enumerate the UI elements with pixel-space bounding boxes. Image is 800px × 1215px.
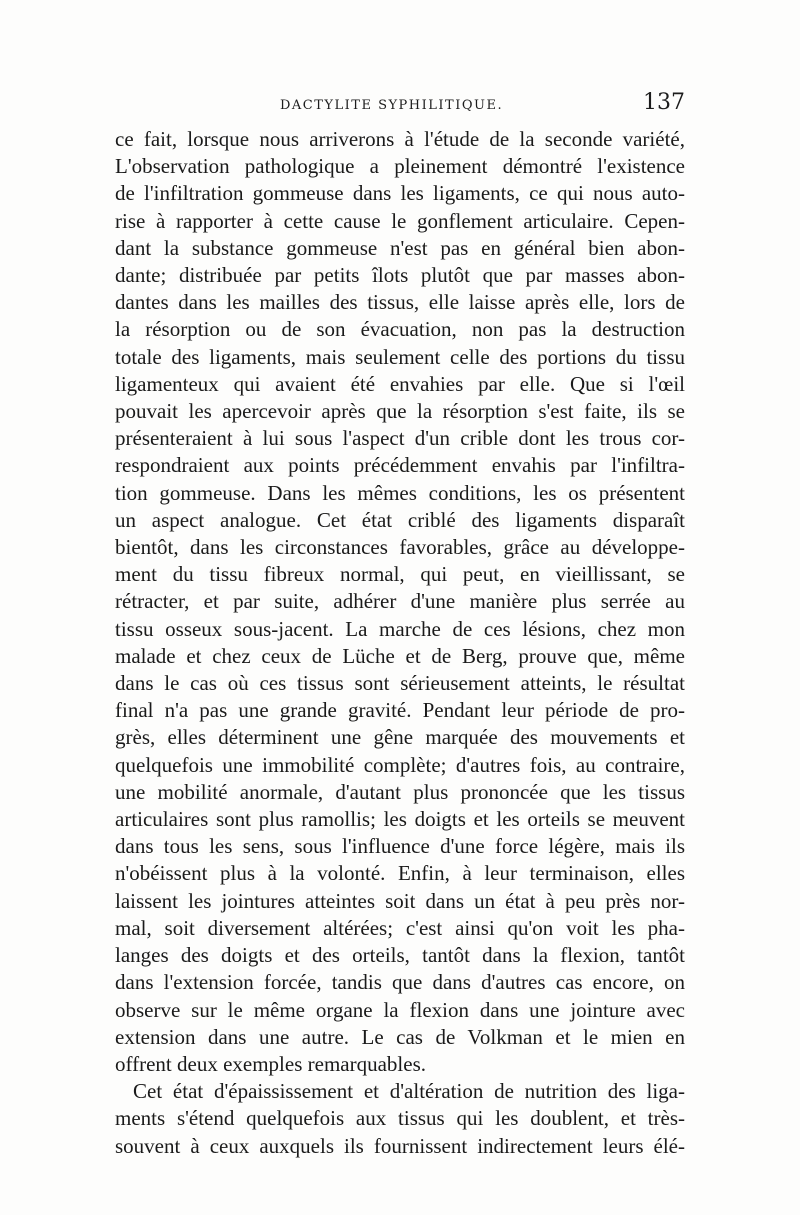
text-line: L'observation pathologique a pleinement démontré l'existence <box>115 154 685 179</box>
text-line: rétracter, et par suite, adhérer d'une manière plus serrée au <box>115 589 685 614</box>
text-line: totale des ligaments, mais seulement celle des portions du tissu <box>115 344 685 369</box>
text-line: dant la substance gommeuse n'est pas en général bien abon- <box>115 235 685 260</box>
text-line: ce fait, lorsque nous arriverons à l'étude de la seconde variété, <box>115 127 685 151</box>
text-line: articulaires sont plus ramollis; les doigts et les orteils se meuvent <box>115 807 685 832</box>
text-line: tissu osseux sous-jacent. La marche de ces lésions, chez mon <box>115 616 685 641</box>
page-number: 137 <box>643 90 685 115</box>
text-line: quelquefois une immobilité complète; d'autres fois, au contraire, <box>115 752 685 777</box>
text-line: mal, soit diversement altérées; c'est ainsi qu'on voit les pha- <box>115 915 685 940</box>
text-line: malade et chez ceux de Lüche et de Berg, prouve que, même <box>115 643 685 668</box>
text-line: dans le cas où ces tissus sont sérieusement atteints, le résultat <box>115 671 685 696</box>
text-line: dans l'extension forcée, tandis que dans d'autres cas encore, on <box>115 970 685 995</box>
text-line: de l'infiltration gommeuse dans les ligaments, ce qui nous auto- <box>115 181 685 206</box>
paragraph-start-line: Cet état d'épaississement et d'altération de nutrition des liga- <box>133 1079 685 1104</box>
text-line: respondraient aux points précédemment envahis par l'infiltra- <box>115 453 685 478</box>
text-line: dante; distribuée par petits îlots plutôt que par masses abon- <box>115 263 685 288</box>
text-line: extension dans une autre. Le cas de Volkman et le mien en <box>115 1024 685 1049</box>
text-line: observe sur le même organe la flexion dans une jointure avec <box>115 997 685 1022</box>
text-line: dantes dans les mailles des tissus, elle laisse après elle, lors de <box>115 290 685 315</box>
text-line: ment du tissu fibreux normal, qui peut, en vieillissant, se <box>115 562 685 587</box>
text-line: n'obéissent plus à la volonté. Enfin, à leur terminaison, elles <box>115 861 685 886</box>
text-line: présenteraient à lui sous l'aspect d'un crible dont les trous cor- <box>115 426 685 451</box>
text-line: un aspect analogue. Cet état criblé des ligaments disparaît <box>115 507 685 532</box>
text-line: langes des doigts et des orteils, tantôt dans la flexion, tantôt <box>115 943 685 968</box>
page-header <box>115 92 685 122</box>
text-line: dans tous les sens, sous l'influence d'une force légère, mais ils <box>115 834 685 859</box>
text-line: bientôt, dans les circonstances favorables, grâce au développe- <box>115 535 685 560</box>
text-line: ments s'étend quelquefois aux tissus qui les doublent, et très- <box>115 1106 685 1131</box>
text-line: ligamenteux qui avaient été envahies par elle. Que si l'œil <box>115 371 685 396</box>
text-line: pouvait les apercevoir après que la résorption s'est faite, ils se <box>115 399 685 424</box>
body-text <box>115 126 685 1160</box>
text-line: laissent les jointures atteintes soit dans un état à peu près nor- <box>115 888 685 913</box>
text-line: souvent à ceux auxquels ils fournissent indirectement leurs élé- <box>115 1133 685 1158</box>
text-line: une mobilité anormale, d'autant plus prononcée que les tissus <box>115 779 685 804</box>
text-line: rise à rapporter à cette cause le gonflement articulaire. Cepen- <box>115 208 685 233</box>
text-line: grès, elles déterminent une gêne marquée des mouvements et <box>115 725 685 750</box>
text-line: tion gommeuse. Dans les mêmes conditions, les os présentent <box>115 480 685 505</box>
text-line: la résorption ou de son évacuation, non pas la destruction <box>115 317 685 342</box>
paragraph-end-line: offrent deux exemples remarquables. <box>115 1051 426 1076</box>
text-line: final n'a pas une grande gravité. Pendant leur période de pro- <box>115 698 685 723</box>
running-head: DACTYLITE SYPHILITIQUE. <box>280 98 504 113</box>
